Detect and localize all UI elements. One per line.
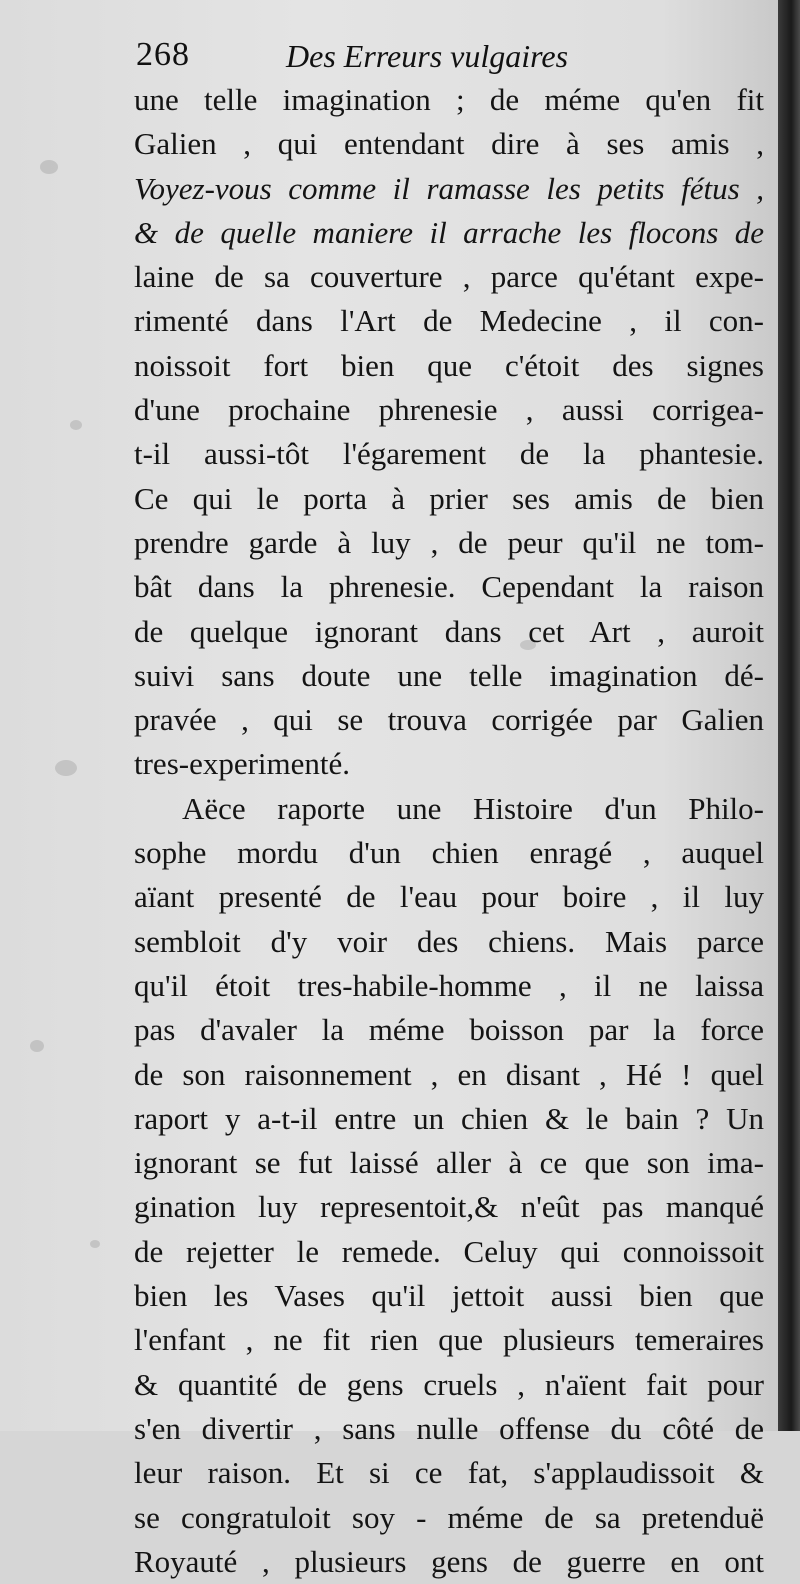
paper-speck [90, 1240, 100, 1248]
text-line: une telle imagination ; de méme qu'en fit [134, 82, 764, 117]
text-line: de son raisonnement , en disant , Hé ! quel [134, 1056, 764, 1092]
text-line: laine de sa couverture , parce qu'étant expe- [134, 259, 764, 295]
paper-speck [55, 760, 77, 776]
text-line: noissoit fort bien que c'étoit des signes [134, 347, 764, 383]
text-line: & de quelle maniere il arrache les flocons de [134, 214, 764, 250]
text-line: gination luy representoit,& n'eût pas manqué [134, 1189, 764, 1225]
text-line: Aëce raporte une Histoire d'un Philo- [182, 790, 764, 826]
text-line: qu'il étoit tres-habile-homme , il ne laissa [134, 967, 764, 1003]
text-line: de quelque ignorant dans cet Art , auroit [134, 613, 764, 649]
body-text [134, 78, 764, 1584]
book-gutter-shadow [778, 0, 800, 1431]
text-line: leur raison. Et si ce fat, s'applaudissoit & [134, 1455, 764, 1491]
text-line: suivi sans doute une telle imagination dé- [134, 657, 764, 693]
text-line: Ce qui le porta à prier ses amis de bien [134, 480, 764, 516]
text-line: & quantité de gens cruels , n'aïent fait pour [134, 1366, 764, 1402]
text-line: pravée , qui se trouva corrigée par Galien [134, 702, 764, 738]
paper-speck [40, 160, 58, 174]
text-line: bât dans la phrenesie. Cependant la raison [134, 569, 764, 605]
paper-speck [70, 420, 82, 430]
text-line: de rejetter le remede. Celuy qui connoissoit [134, 1233, 764, 1269]
text-line: bien les Vases qu'il jettoit aussi bien que [134, 1278, 764, 1314]
text-line: sophe mordu d'un chien enragé , auquel [134, 835, 764, 871]
text-line: d'une prochaine phrenesie , aussi corrigea- [134, 392, 764, 428]
paper-speck [30, 1040, 44, 1052]
text-line: raport y a-t-il entre un chien & le bain ? Un [134, 1100, 764, 1136]
page-header [136, 36, 756, 84]
text-line: Royauté , plusieurs gens de guerre en ont [134, 1543, 764, 1579]
text-line: se congratuloit soy - méme de sa pretenduë [134, 1499, 764, 1535]
text-line: pas d'avaler la méme boisson par la force [134, 1012, 764, 1048]
text-line: ignorant se fut laissé aller à ce que son ima- [134, 1145, 764, 1181]
text-line: l'enfant , ne fit rien que plusieurs temeraires [134, 1322, 764, 1358]
text-line: sembloit d'y voir des chiens. Mais parce [134, 923, 764, 959]
text-line: t-il aussi-tôt l'égarement de la phantesie. [134, 436, 764, 472]
text-line: Galien , qui entendant dire à ses amis , [134, 126, 764, 162]
running-title: Des Erreurs vulgaires [286, 38, 569, 74]
text-line: tres-experimenté. [134, 746, 351, 782]
text-line: rimenté dans l'Art de Medecine , il con- [134, 303, 764, 339]
text-line: aïant presenté de l'eau pour boire , il luy [134, 879, 764, 915]
text-line: prendre garde à luy , de peur qu'il ne tom- [134, 524, 764, 560]
text-line: s'en divertir , sans nulle offense du côté de [134, 1410, 764, 1446]
text-line: Voyez-vous comme il ramasse les petits fétus , [134, 170, 764, 206]
page-number: 268 [136, 36, 190, 73]
